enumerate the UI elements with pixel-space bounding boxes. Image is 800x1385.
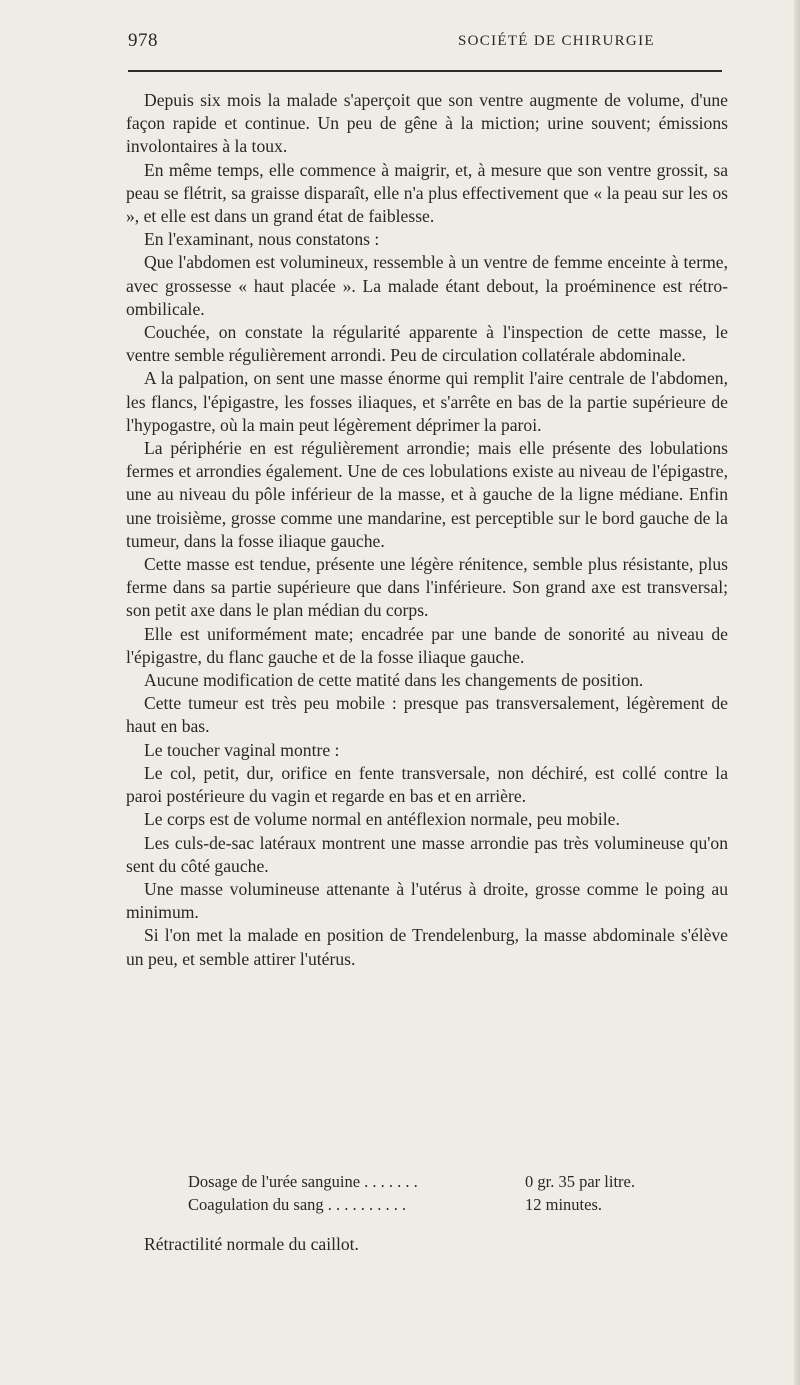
dosage-table [188,1170,678,1216]
paragraph: Depuis six mois la malade s'aperçoit que son ventre augmente de volume, d'une façon rapide et continue. Un peu de gêne à la miction; urine souvent; émissions involontaires à la toux. [126,90,728,157]
closing-line: Rétractilité normale du caillot. [144,1234,359,1254]
paragraph: A la palpation, on sent une masse énorme qui remplit l'aire centrale de l'abdomen, les flancs, l'épigastre, les fosses iliaques, et s'arrête en bas de la partie supérieure de l'hypogastre, où la main peut légèrement déprimer la paroi. [126,368,728,435]
paragraph: Cette tumeur est très peu mobile : presque pas transversalement, légèrement de haut en bas. [126,693,728,737]
body-text [126,89,728,971]
paragraph: Une masse volumineuse attenante à l'utérus à droite, grosse comme le poing au minimum. [126,878,728,923]
page-number: 978 [128,30,158,51]
header-rule [128,70,722,72]
paragraph: En même temps, elle commence à maigrir, et, à mesure que son ventre grossit, sa peau se flétrit, sa graisse disparaît, elle n'a plus effectivement que « la peau sur les os », et elle est dans un grand état de faiblesse. [126,159,728,227]
dosage-row-uree [188,1170,678,1193]
paragraph: Que l'abdomen est volumineux, ressemble à un ventre de femme enceinte à terme, avec grossesse « haut placée ». La malade étant debout, la proéminence est rétro-ombilicale. [126,252,728,319]
paragraph: Le col, petit, dur, orifice en fente transversale, non déchiré, est collé contre la paroi postérieure du vagin et regarde en bas et en arrière. [126,762,728,807]
paragraph: Le toucher vaginal montre : [144,739,340,760]
dosage-value: 12 minutes. [525,1195,602,1214]
paragraph: Elle est uniformément mate; encadrée par une bande de sonorité au niveau de l'épigastre, du flanc gauche et de la fosse iliaque gauche. [126,623,728,667]
paragraph: Aucune modification de cette matité dans les changements de position. [144,670,644,691]
running-head: SOCIÉTÉ DE CHIRURGIE [458,33,655,49]
paragraph: La périphérie en est régulièrement arrondie; mais elle présente des lobulations fermes et arrondies également. Une de ces lobulations existe au niveau de l'épigastre, une au niveau du pôle inférieur de la masse, et à gauche de la ligne médiane. Enfin une troisième, grosse comme une mandarine, est perceptible sur le bord gauche de la tumeur, dans la fosse iliaque gauche. [126,438,728,551]
paragraph: Couchée, on constate la régularité apparente à l'inspection de cette masse, le ventre semble régulièrement arrondi. Peu de circulation collatérale abdominale. [126,322,728,366]
paragraph: Si l'on met la malade en position de Trendelenburg, la masse abdominale s'élève un peu, et semble attirer l'utérus. [126,925,728,969]
paragraph: En l'examinant, nous constatons : [144,229,380,250]
paragraph: Cette masse est tendue, présente une légère rénitence, semble plus résistante, plus ferme dans sa partie supérieure que dans l'inférieure. Son grand axe est transversal; son petit axe dans le plan médian du corps. [126,554,728,621]
dosage-row-coagulation [188,1193,678,1216]
dosage-label: Dosage de l'urée sanguine . . . . . . . [188,1172,418,1191]
page-header [128,30,728,54]
dosage-value: 0 gr. 35 par litre. [525,1172,635,1191]
paragraph: Les culs-de-sac latéraux montrent une masse arrondie pas très volumineuse qu'on sent du côté gauche. [126,832,728,876]
page-edge [794,0,800,1385]
dosage-label: Coagulation du sang . . . . . . . . . . [188,1195,407,1214]
paragraph: Le corps est de volume normal en antéflexion normale, peu mobile. [144,809,620,830]
